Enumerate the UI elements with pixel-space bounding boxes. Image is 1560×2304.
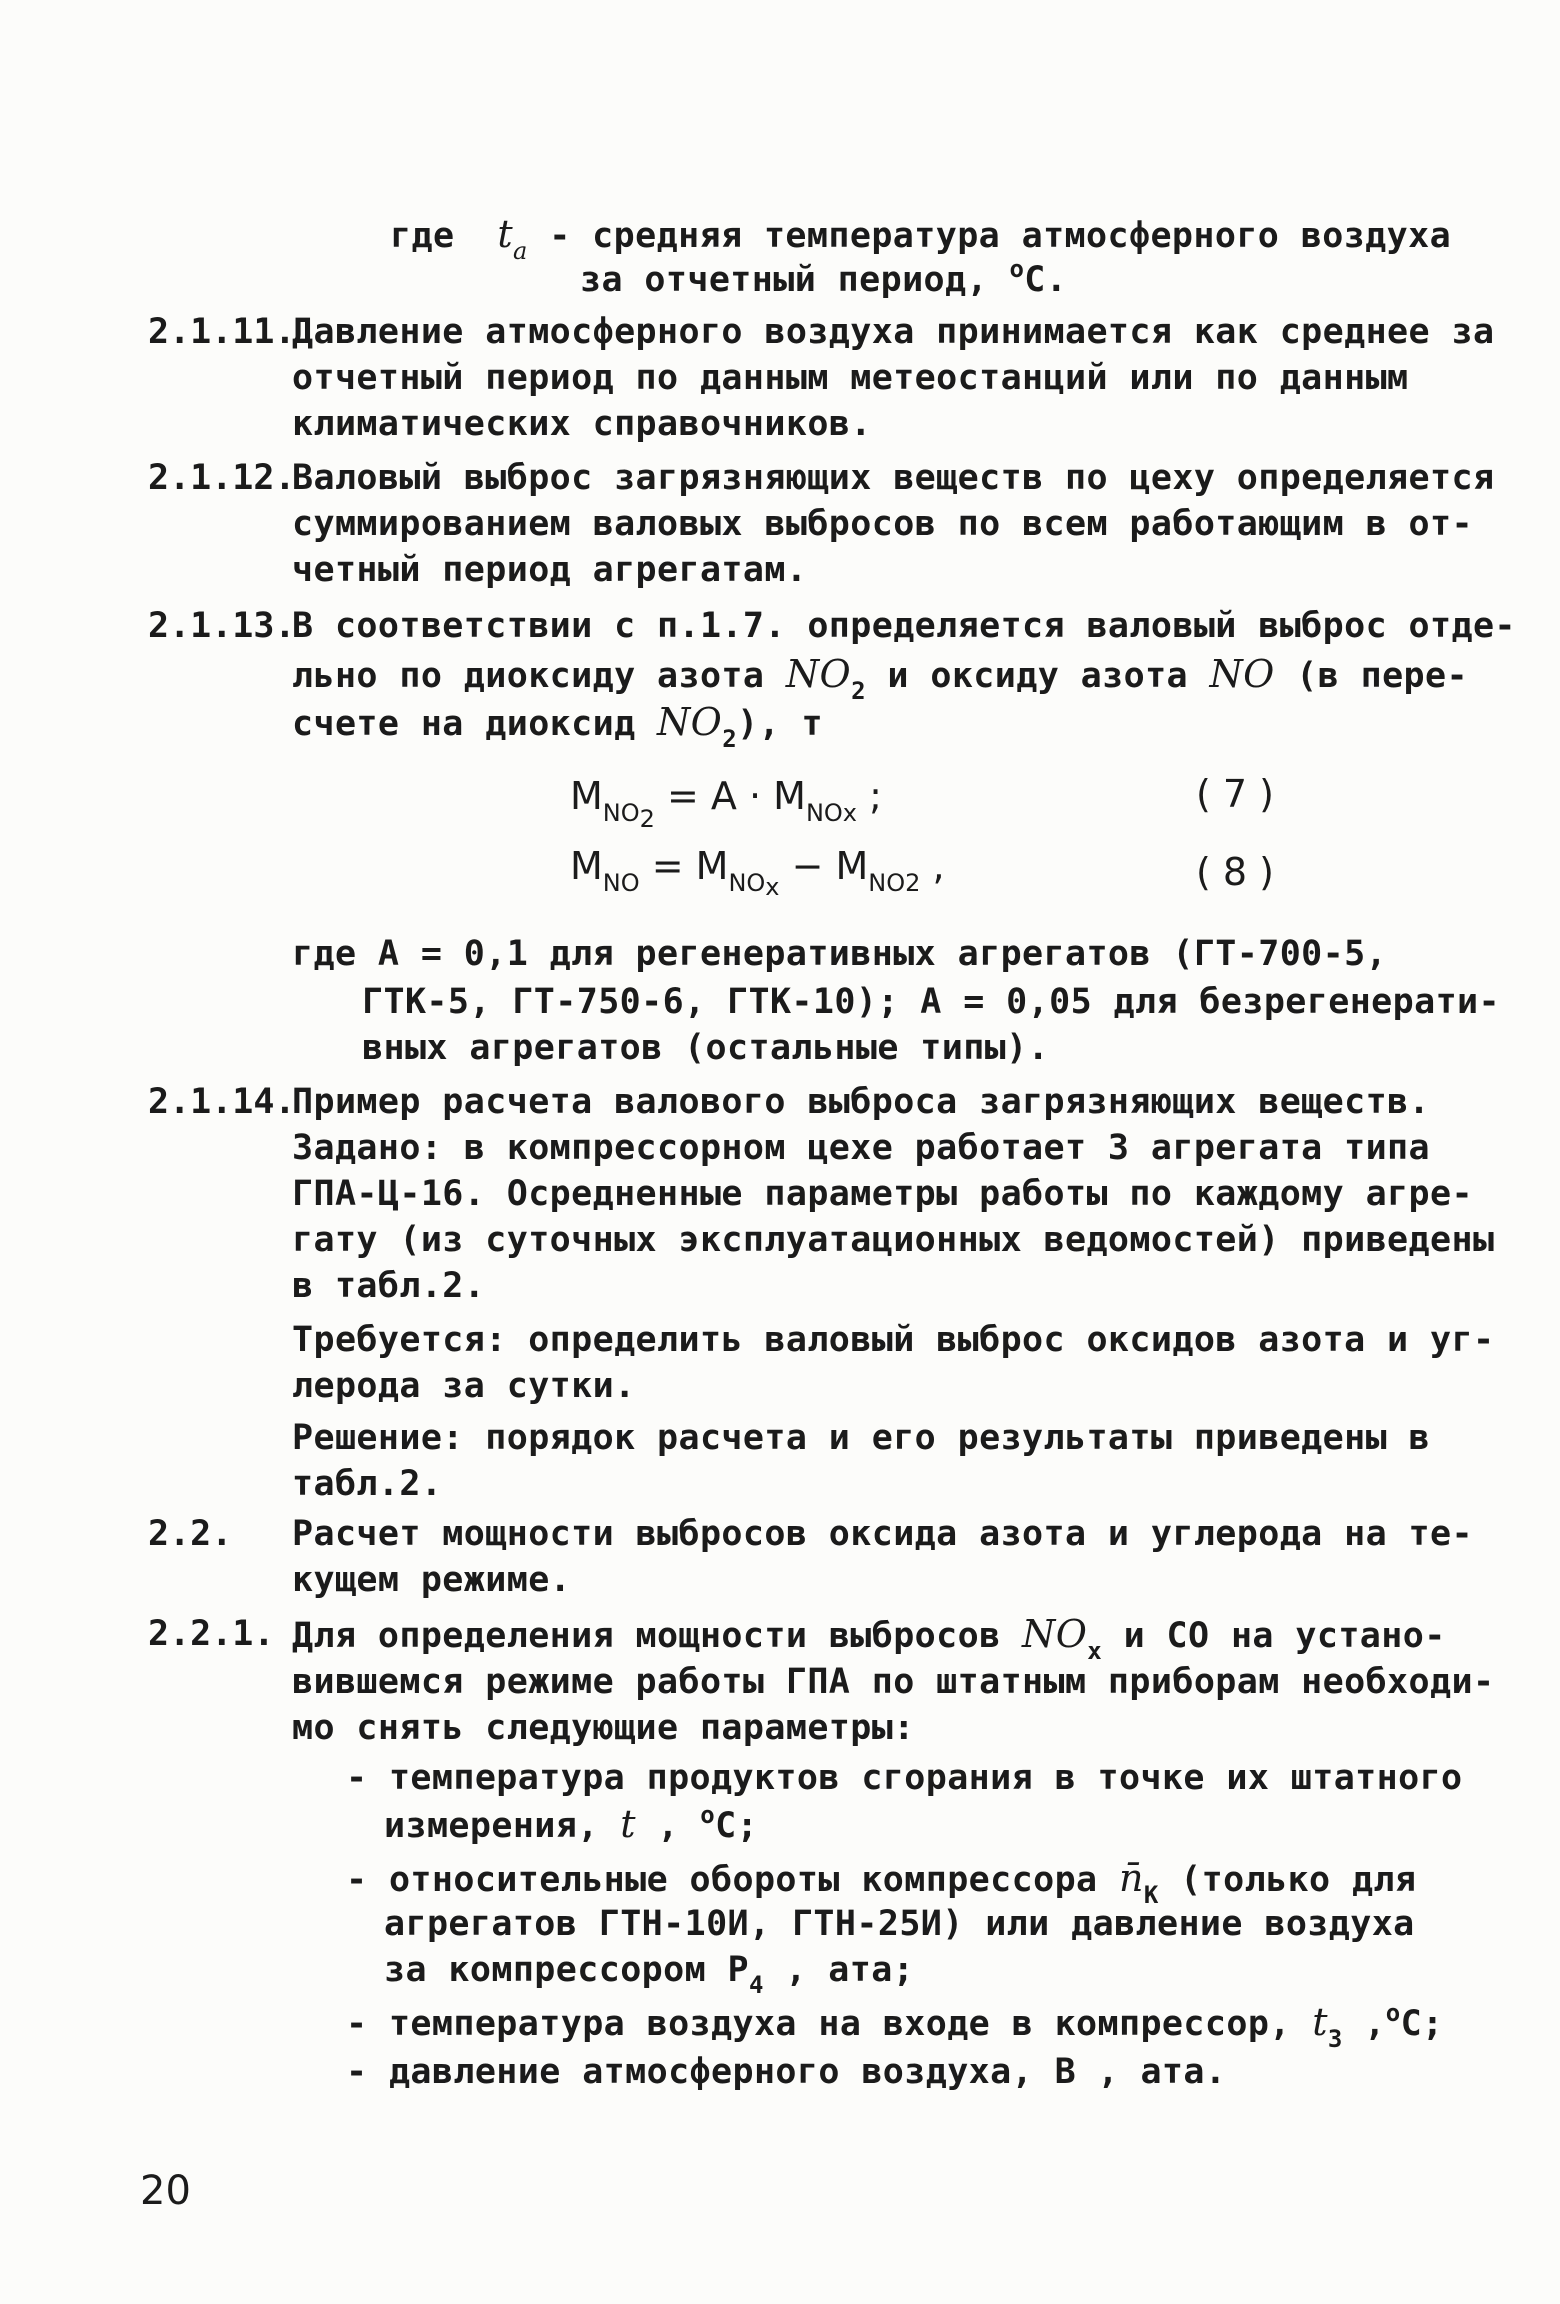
bullet-item: - температура воздуха на входе в компрессор, $t_3$ ,$^о$С; [346, 1999, 1444, 2053]
p221-number: 2.2.1. [148, 1614, 275, 1654]
p2112-line: четный период агрегатам. [292, 550, 808, 590]
intro-line-2: за отчетный период, $^о$С. [580, 255, 1068, 300]
p221-line: вившемся режиме работы ГПА по штатным приборам необходи- [292, 1662, 1495, 1702]
p2114-line: табл.2. [292, 1464, 443, 1504]
bullet-item-cont: за компрессором $P_4$ , ата; [384, 1950, 915, 1999]
p2114-line: в табл.2. [292, 1266, 486, 1306]
p22-number: 2.2. [148, 1514, 233, 1554]
p2114-line: Требуется: определить валовый выброс оксидов азота и уг- [292, 1320, 1495, 1360]
p2111-number: 2.1.11. [148, 312, 296, 352]
p2114-number: 2.1.14. [148, 1082, 296, 1122]
p2114-line: Пример расчета валового выброса загрязняющих веществ. [292, 1082, 1431, 1122]
p2114-line: Решение: порядок расчета и его результаты приведены в [292, 1418, 1431, 1458]
p2112-line: Валовый выброс загрязняющих веществ по цеху определяется [292, 458, 1495, 498]
p22-line: Расчет мощности выбросов оксида азота и углерода на те- [292, 1514, 1473, 1554]
page-number: 20 [140, 2168, 191, 2214]
p2113-line: льно по диоксиду азота $NO_2$ и оксиду азота NO (в пере- [292, 652, 1468, 705]
p22-line: кущем режиме. [292, 1560, 572, 1600]
where-a-line: ГТК-5, ГТ-750-6, ГТК-10); A = 0,05 для безрегенерати- [362, 982, 1501, 1022]
p2114-line: ГПА-Ц-16. Осредненные параметры работы по каждому агре- [292, 1174, 1473, 1214]
bullet-item-cont: измерения, t , $^о$С; [384, 1801, 759, 1846]
p2113-line: В соответствии с п.1.7. определяется валовый выброс отде- [292, 606, 1516, 646]
intro-line-1: где $t_a$ - средняя температура атмосферного воздуха [390, 212, 1452, 265]
bullet-item-cont: агрегатов ГТН-10И, ГТН-25И) или давление воздуха [384, 1904, 1415, 1944]
bullet-item: - давление атмосферного воздуха, B , ата. [346, 2052, 1227, 2092]
bullet-item: - температура продуктов сгорания в точке их штатного [346, 1758, 1463, 1798]
p2111-line: Давление атмосферного воздуха принимается как среднее за [292, 312, 1495, 352]
p2112-line: суммированием валовых выбросов по всем работающим в от- [292, 504, 1473, 544]
p2113-line: счете на диоксид $NO_2$), т [292, 700, 823, 753]
p2113-number: 2.1.13. [148, 606, 296, 646]
where-a-line: вных агрегатов (остальные типы). [362, 1028, 1050, 1068]
bullet-item: - относительные обороты компрессора $n̄_K$ (только для [346, 1856, 1417, 1909]
formula-7-number: ( 7 ) [1196, 772, 1274, 816]
p2114-line: Задано: в компрессорном цехе работает 3 агрегата типа [292, 1128, 1431, 1168]
formula-8: $M_{NO} = M_{NOx} - M_{NO2}$ , [570, 844, 945, 901]
p221-line: Для определения мощности выбросов $NO_x$ и CO на устано- [292, 1612, 1446, 1665]
formula-8-number: ( 8 ) [1196, 850, 1274, 894]
p2114-line: лерода за сутки. [292, 1366, 636, 1406]
p2112-number: 2.1.12. [148, 458, 296, 498]
p2111-line: отчетный период по данным метеостанций или по данным [292, 358, 1409, 398]
where-a-line: где A = 0,1 для регенеративных агрегатов (ГТ-700-5, [292, 934, 1388, 974]
p2111-line: климатических справочников. [292, 404, 872, 444]
symbol-ta: $t_a$ [497, 212, 528, 265]
p2114-line: гату (из суточных эксплуатационных ведомостей) приведены [292, 1220, 1495, 1260]
formula-7: $M_{NO2} = A \cdot M_{NOx}$ ; [570, 774, 882, 833]
p221-line: мо снять следующие параметры: [292, 1708, 915, 1748]
